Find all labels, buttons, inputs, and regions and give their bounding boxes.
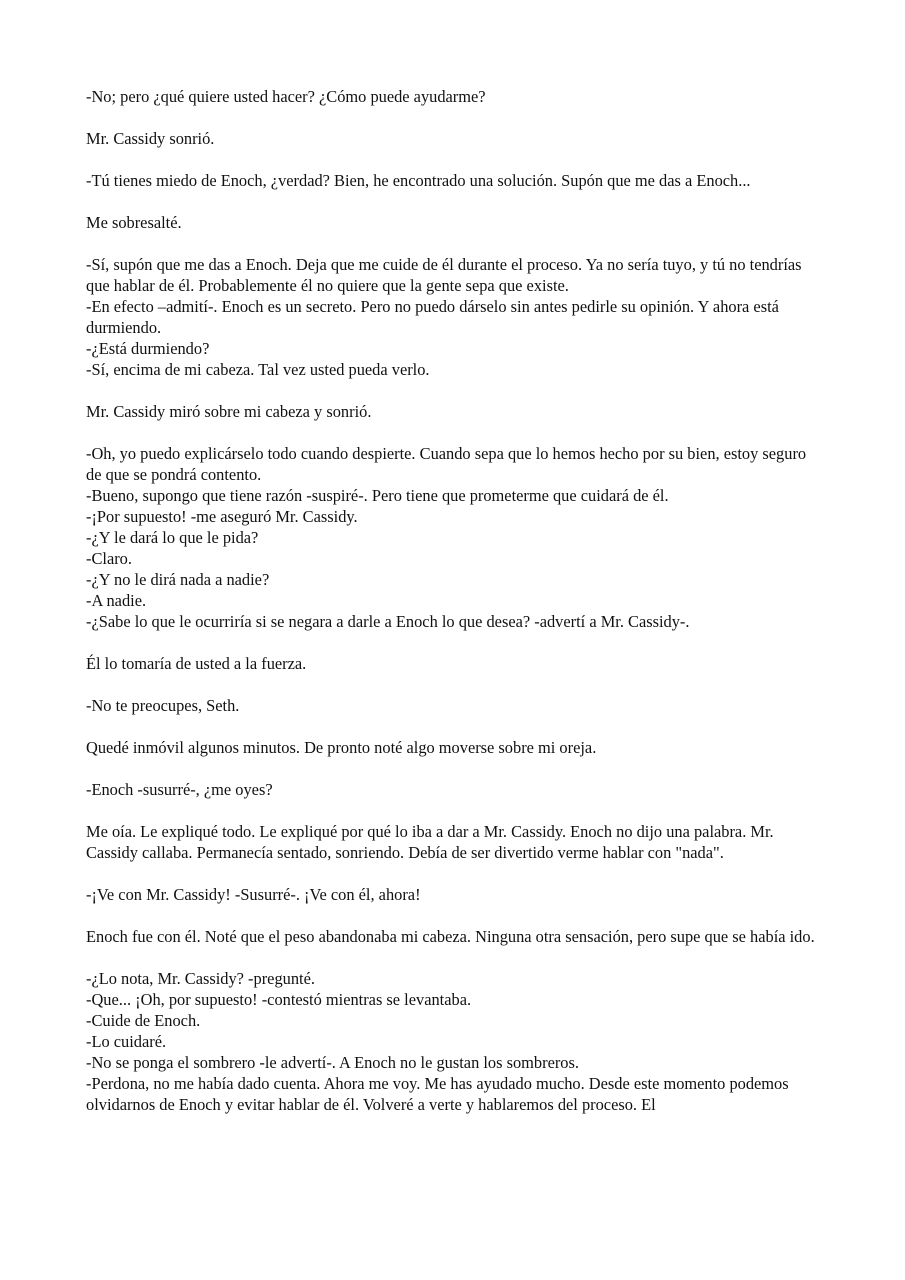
paragraph: -Bueno, supongo que tiene razón -suspiré-. Pero tiene que prometerme que cuidará de él. bbox=[86, 486, 669, 505]
paragraph: -En efecto –admití-. Enoch es un secreto. Pero no puedo dárselo sin antes pedirle su opinión. Y ahora está durmiendo. bbox=[86, 297, 779, 337]
paragraph: -¿Sabe lo que le ocurriría si se negara a darle a Enoch lo que desea? -advertí a Mr. Cassidy-. bbox=[86, 612, 690, 631]
paragraph: -¿Y no le dirá nada a nadie? bbox=[86, 570, 270, 589]
paragraph: -¿Lo nota, Mr. Cassidy? -pregunté. bbox=[86, 969, 315, 988]
paragraph: -A nadie. bbox=[86, 591, 147, 610]
paragraph: -Que... ¡Oh, por supuesto! -contestó mientras se levantaba. bbox=[86, 990, 472, 1009]
paragraph: Quedé inmóvil algunos minutos. De pronto noté algo moverse sobre mi oreja. bbox=[86, 738, 597, 757]
paragraph: -No te preocupes, Seth. bbox=[86, 696, 240, 715]
paragraph: Me sobresalté. bbox=[86, 213, 182, 232]
paragraph: -Tú tienes miedo de Enoch, ¿verdad? Bien, he encontrado una solución. Supón que me das a Enoch... bbox=[86, 171, 751, 190]
paragraph: -Perdona, no me había dado cuenta. Ahora me voy. Me has ayudado mucho. Desde este momento podemos olvidarnos de Enoch y evitar hablar de él. Volveré a verte y hablaremos del proceso. El bbox=[86, 1074, 789, 1114]
paragraph: -Lo cuidaré. bbox=[86, 1032, 167, 1051]
paragraph: Él lo tomaría de usted a la fuerza. bbox=[86, 654, 307, 673]
paragraph: Me oía. Le expliqué todo. Le expliqué por qué lo iba a dar a Mr. Cassidy. Enoch no dijo una palabra. Mr. Cassidy callaba. Permanecía sentado, sonriendo. Debía de ser divertido verme hablar con "nada". bbox=[86, 822, 774, 862]
paragraph: -Sí, encima de mi cabeza. Tal vez usted pueda verlo. bbox=[86, 360, 430, 379]
paragraph: -Enoch -susurré-, ¿me oyes? bbox=[86, 780, 273, 799]
paragraph: -¡Por supuesto! -me aseguró Mr. Cassidy. bbox=[86, 507, 358, 526]
paragraph: -¿Y le dará lo que le pida? bbox=[86, 528, 259, 547]
paragraph: -¡Ve con Mr. Cassidy! -Susurré-. ¡Ve con él, ahora! bbox=[86, 885, 421, 904]
paragraph: -Oh, yo puedo explicárselo todo cuando despierte. Cuando sepa que lo hemos hecho por su bien, estoy seguro de que se pondrá contento. bbox=[86, 444, 807, 484]
paragraph: -Cuide de Enoch. bbox=[86, 1011, 201, 1030]
paragraph: -No; pero ¿qué quiere usted hacer? ¿Cómo puede ayudarme? bbox=[86, 87, 486, 106]
document-page bbox=[86, 86, 816, 1115]
paragraph: -No se ponga el sombrero -le advertí-. A Enoch no le gustan los sombreros. bbox=[86, 1053, 579, 1072]
paragraph: Mr. Cassidy sonrió. bbox=[86, 129, 215, 148]
paragraph: -Claro. bbox=[86, 549, 132, 568]
paragraph: Mr. Cassidy miró sobre mi cabeza y sonrió. bbox=[86, 402, 372, 421]
paragraph: -Sí, supón que me das a Enoch. Deja que me cuide de él durante el proceso. Ya no sería tuyo, y tú no tendrías que hablar de él. Probablemente él no quiere que la gente sepa que existe. bbox=[86, 255, 802, 295]
paragraph: -¿Está durmiendo? bbox=[86, 339, 210, 358]
paragraph: Enoch fue con él. Noté que el peso abandonaba mi cabeza. Ninguna otra sensación, pero supe que se había ido. bbox=[86, 927, 815, 946]
